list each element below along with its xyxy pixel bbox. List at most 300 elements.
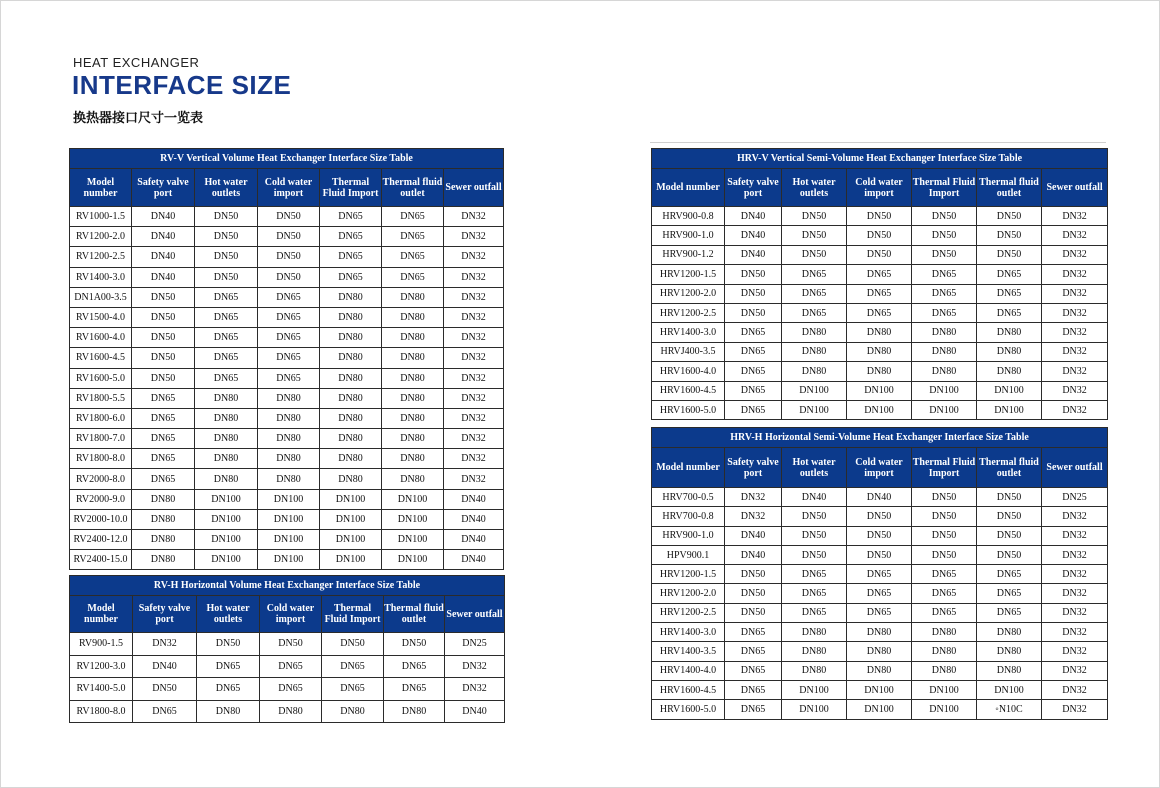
size-cell: DN40: [445, 700, 505, 723]
column-header: Safety valve port: [725, 169, 782, 207]
size-cell: DN80: [320, 449, 382, 469]
size-cell: DN65: [977, 265, 1042, 284]
model-cell: RV1200-2.0: [70, 227, 132, 247]
size-cell: DN65: [197, 678, 260, 701]
model-cell: RV1400-5.0: [70, 678, 133, 701]
size-cell: DN32: [1042, 507, 1108, 526]
size-cell: DN100: [912, 381, 977, 400]
size-cell: DN80: [132, 530, 195, 550]
model-cell: RV1800-6.0: [70, 408, 132, 428]
size-cell: DN80: [320, 328, 382, 348]
column-header: Sewer outfall: [445, 596, 505, 633]
size-cell: DN65: [977, 584, 1042, 603]
size-cell: DN100: [382, 489, 444, 509]
size-cell: DN32: [1042, 642, 1108, 661]
size-cell: DN80: [260, 700, 322, 723]
size-cell: DN65: [195, 328, 258, 348]
size-cell: DN65: [782, 284, 847, 303]
size-cell: DN50: [912, 207, 977, 226]
size-cell: DN40: [132, 227, 195, 247]
size-cell: DN32: [1042, 245, 1108, 264]
table-row: [652, 245, 1108, 264]
size-cell: DN80: [384, 700, 445, 723]
size-cell: DN50: [977, 526, 1042, 545]
size-cell: DN80: [258, 388, 320, 408]
model-cell: HRV1600-4.5: [652, 680, 725, 699]
size-cell: DN32: [1042, 226, 1108, 245]
size-cell: DN50: [782, 245, 847, 264]
size-cell: DN50: [847, 207, 912, 226]
size-cell: DN65: [258, 348, 320, 368]
size-cell: DN32: [444, 207, 504, 227]
table-row: [652, 342, 1108, 361]
size-cell: DN32: [1042, 400, 1108, 419]
model-cell: RV1000-1.5: [70, 207, 132, 227]
table-row: [70, 368, 504, 388]
size-cell: DN65: [912, 584, 977, 603]
size-cell: DN80: [382, 408, 444, 428]
size-cell: DN50: [132, 368, 195, 388]
size-cell: DN65: [258, 328, 320, 348]
size-cell: DN40: [725, 545, 782, 564]
size-cell: DN80: [382, 388, 444, 408]
table-row: [652, 507, 1108, 526]
size-cell: DN80: [912, 342, 977, 361]
size-cell: DN40: [725, 526, 782, 545]
size-cell: DN80: [977, 661, 1042, 680]
size-cell: DN50: [725, 565, 782, 584]
size-cell: DN65: [320, 227, 382, 247]
size-cell: DN50: [782, 526, 847, 545]
size-cell: DN40: [847, 488, 912, 507]
size-cell: DN65: [132, 388, 195, 408]
size-cell: DN32: [444, 287, 504, 307]
column-header: Sewer outfall: [1042, 448, 1108, 488]
size-cell: DN100: [847, 700, 912, 719]
column-header: Hot water outlets: [197, 596, 260, 633]
size-cell: DN80: [320, 429, 382, 449]
column-header: Sewer outfall: [1042, 169, 1108, 207]
size-cell: DN50: [912, 545, 977, 564]
size-cell: DN80: [258, 469, 320, 489]
rv-h-table: [69, 575, 505, 723]
rv-v-table: [69, 148, 504, 570]
size-cell: DN50: [132, 348, 195, 368]
size-cell: DN80: [132, 489, 195, 509]
size-cell: DN32: [1042, 323, 1108, 342]
model-cell: RV1600-5.0: [70, 368, 132, 388]
size-cell: DN32: [444, 328, 504, 348]
size-cell: DN65: [977, 284, 1042, 303]
table-row: [652, 284, 1108, 303]
size-cell: DN100: [977, 381, 1042, 400]
size-cell: DN50: [782, 545, 847, 564]
divider: [650, 142, 1106, 143]
size-cell: DN50: [725, 584, 782, 603]
size-cell: DN65: [847, 603, 912, 622]
column-header: Thermal fluid outlet: [977, 169, 1042, 207]
table-row: [652, 642, 1108, 661]
size-cell: DN65: [382, 247, 444, 267]
size-cell: DN80: [320, 348, 382, 368]
table-caption: HRV-H Horizontal Semi-Volume Heat Exchanger Interface Size Table: [652, 428, 1108, 448]
size-cell: DN32: [444, 469, 504, 489]
table-row: [70, 429, 504, 449]
size-cell: DN50: [195, 227, 258, 247]
model-cell: RV1800-8.0: [70, 449, 132, 469]
size-cell: DN50: [912, 526, 977, 545]
column-header: Sewer outfall: [444, 169, 504, 207]
size-cell: DN100: [847, 381, 912, 400]
size-cell: DN80: [322, 700, 384, 723]
table-row: [652, 603, 1108, 622]
size-cell: DN50: [195, 247, 258, 267]
size-cell: DN80: [382, 307, 444, 327]
size-cell: DN80: [912, 362, 977, 381]
size-cell: DN50: [384, 633, 445, 656]
column-header: Cold water import: [847, 448, 912, 488]
size-cell: DN100: [977, 680, 1042, 699]
size-cell: DN65: [847, 284, 912, 303]
size-cell: DN65: [725, 381, 782, 400]
size-cell: DN32: [444, 307, 504, 327]
size-cell: DN65: [382, 207, 444, 227]
size-cell: DN50: [258, 227, 320, 247]
table-row: [70, 655, 505, 678]
table-row: [652, 545, 1108, 564]
size-cell: DN80: [382, 287, 444, 307]
size-cell: DN50: [132, 307, 195, 327]
model-cell: HRV1200-2.5: [652, 303, 725, 322]
size-cell: DN50: [725, 284, 782, 303]
model-cell: HRV700-0.5: [652, 488, 725, 507]
size-cell: DN80: [320, 368, 382, 388]
size-cell: DN32: [445, 655, 505, 678]
size-cell: DN65: [260, 678, 322, 701]
size-cell: DN40: [444, 530, 504, 550]
size-cell: DN32: [1042, 265, 1108, 284]
size-cell: DN32: [1042, 623, 1108, 642]
size-cell: DN100: [382, 530, 444, 550]
size-cell: DN32: [1042, 381, 1108, 400]
table-row: [70, 227, 504, 247]
table-row: [70, 287, 504, 307]
size-cell: DN40: [725, 207, 782, 226]
size-cell: DN32: [444, 429, 504, 449]
size-cell: DN80: [320, 307, 382, 327]
size-cell: DN65: [320, 207, 382, 227]
size-cell: DN65: [132, 469, 195, 489]
size-cell: DN50: [912, 488, 977, 507]
size-cell: DN80: [977, 342, 1042, 361]
size-cell: DN32: [1042, 284, 1108, 303]
size-cell: DN80: [847, 661, 912, 680]
model-cell: HPV900.1: [652, 545, 725, 564]
table-row: [70, 550, 504, 570]
model-cell: HRV1400-3.5: [652, 642, 725, 661]
size-cell: DN32: [1042, 603, 1108, 622]
size-cell: DN80: [912, 642, 977, 661]
size-cell: DN40: [782, 488, 847, 507]
size-cell: DN100: [912, 700, 977, 719]
size-cell: DN80: [382, 469, 444, 489]
table-row: [652, 680, 1108, 699]
table-row: [652, 303, 1108, 322]
size-cell: DN65: [384, 655, 445, 678]
size-cell: DN65: [782, 303, 847, 322]
hrv-h-table: [651, 427, 1108, 720]
size-cell: DN50: [258, 207, 320, 227]
size-cell: DN65: [912, 565, 977, 584]
model-cell: HRV1400-3.0: [652, 623, 725, 642]
column-header: Thermal fluid outlet: [384, 596, 445, 633]
column-header: Thermal Fluid Import: [912, 169, 977, 207]
size-cell: DN50: [322, 633, 384, 656]
size-cell: DN100: [195, 489, 258, 509]
table-caption: RV-H Horizontal Volume Heat Exchanger Interface Size Table: [70, 576, 505, 596]
size-cell: DN50: [912, 226, 977, 245]
model-cell: RV1200-3.0: [70, 655, 133, 678]
column-header: Thermal Fluid Import: [912, 448, 977, 488]
model-cell: DN1A00-3.5: [70, 287, 132, 307]
table-row: [652, 226, 1108, 245]
table-row: [652, 700, 1108, 719]
size-cell: DN80: [847, 623, 912, 642]
size-cell: DN100: [320, 509, 382, 529]
table-row: [70, 247, 504, 267]
size-cell: DN100: [258, 550, 320, 570]
size-cell: DN40: [444, 509, 504, 529]
size-cell: DN40: [444, 489, 504, 509]
size-cell: DN32: [1042, 526, 1108, 545]
model-cell: RV1800-5.5: [70, 388, 132, 408]
size-cell: DN40: [132, 207, 195, 227]
size-cell: DN80: [382, 429, 444, 449]
size-cell: DN50: [847, 526, 912, 545]
size-cell: DN40: [444, 550, 504, 570]
size-cell: DN65: [195, 307, 258, 327]
table-row: [70, 469, 504, 489]
column-header: Safety valve port: [725, 448, 782, 488]
column-header: Model number: [652, 169, 725, 207]
size-cell: DN50: [977, 545, 1042, 564]
size-cell: DN80: [195, 408, 258, 428]
size-cell: DN65: [725, 623, 782, 642]
table-row: [652, 323, 1108, 342]
model-cell: HRV1400-3.0: [652, 323, 725, 342]
size-cell: DN65: [197, 655, 260, 678]
table-row: [652, 526, 1108, 545]
size-cell: DN80: [320, 469, 382, 489]
size-cell: DN80: [912, 323, 977, 342]
size-cell: DN80: [782, 342, 847, 361]
size-cell: DN80: [912, 661, 977, 680]
size-cell: DN80: [320, 388, 382, 408]
size-cell: DN100: [320, 489, 382, 509]
table-row: [70, 449, 504, 469]
model-cell: HRV1600-5.0: [652, 400, 725, 419]
model-cell: HRV1200-2.0: [652, 584, 725, 603]
size-cell: DN65: [977, 565, 1042, 584]
size-cell: DN80: [320, 287, 382, 307]
size-cell: DN100: [382, 509, 444, 529]
table-row: [652, 488, 1108, 507]
size-cell: DN65: [725, 342, 782, 361]
size-cell: DN50: [132, 287, 195, 307]
model-cell: HRV1200-1.5: [652, 265, 725, 284]
size-cell: DN50: [132, 328, 195, 348]
size-cell: DN65: [782, 603, 847, 622]
table-row: [652, 565, 1108, 584]
model-cell: HRVJ400-3.5: [652, 342, 725, 361]
size-cell: DN65: [133, 700, 197, 723]
size-cell: DN65: [322, 655, 384, 678]
size-cell: DN65: [195, 348, 258, 368]
size-cell: DN80: [382, 328, 444, 348]
model-cell: HRV700-0.8: [652, 507, 725, 526]
size-cell: DN32: [444, 449, 504, 469]
size-cell: DN50: [977, 245, 1042, 264]
table-row: [652, 381, 1108, 400]
size-cell: DN100: [782, 700, 847, 719]
size-cell: DN100: [782, 381, 847, 400]
column-header: Cold water import: [847, 169, 912, 207]
size-cell: DN80: [782, 642, 847, 661]
column-header: Thermal Fluid Import: [320, 169, 382, 207]
size-cell: DN100: [258, 509, 320, 529]
model-cell: RV1400-3.0: [70, 267, 132, 287]
size-cell: DN65: [725, 700, 782, 719]
size-cell: DN100: [847, 400, 912, 419]
column-header: Cold water import: [260, 596, 322, 633]
size-cell: DN50: [260, 633, 322, 656]
size-cell: DN50: [258, 267, 320, 287]
model-cell: HRV900-1.0: [652, 526, 725, 545]
size-cell: DN80: [977, 323, 1042, 342]
size-cell: DN50: [725, 603, 782, 622]
table-row: [652, 623, 1108, 642]
size-cell: DN100: [977, 400, 1042, 419]
size-cell: DN80: [258, 408, 320, 428]
size-cell: DN65: [725, 362, 782, 381]
size-cell: DN80: [132, 509, 195, 529]
size-cell: DN80: [197, 700, 260, 723]
size-cell: DN100: [195, 550, 258, 570]
size-cell: DN32: [1042, 207, 1108, 226]
size-cell: DN50: [912, 507, 977, 526]
size-cell: DN80: [195, 469, 258, 489]
size-cell: DN50: [977, 226, 1042, 245]
table-row: [652, 584, 1108, 603]
size-cell: DN100: [320, 530, 382, 550]
size-cell: DN80: [195, 429, 258, 449]
column-header: Cold water import: [258, 169, 320, 207]
column-header: Model number: [70, 169, 132, 207]
table-row: [70, 489, 504, 509]
size-cell: DN80: [847, 642, 912, 661]
size-cell: DN65: [258, 368, 320, 388]
model-cell: HRV1400-4.0: [652, 661, 725, 680]
size-cell: DN100: [258, 489, 320, 509]
size-cell: DN65: [782, 565, 847, 584]
table-row: [70, 388, 504, 408]
size-cell: DN80: [977, 362, 1042, 381]
model-cell: RV1800-7.0: [70, 429, 132, 449]
table-row: [70, 207, 504, 227]
size-cell: DN50: [782, 507, 847, 526]
size-cell: DN65: [384, 678, 445, 701]
size-cell: DN32: [1042, 700, 1108, 719]
table-row: [652, 265, 1108, 284]
model-cell: RV1600-4.5: [70, 348, 132, 368]
size-cell: DN32: [725, 488, 782, 507]
size-cell: DN50: [977, 207, 1042, 226]
table-row: [70, 678, 505, 701]
size-cell: DN32: [444, 227, 504, 247]
table-row: [652, 400, 1108, 419]
size-cell: DN50: [977, 507, 1042, 526]
table-row: [70, 328, 504, 348]
size-cell: DN65: [195, 368, 258, 388]
page-title: INTERFACE SIZE: [72, 70, 292, 100]
model-cell: HRV1200-2.5: [652, 603, 725, 622]
size-cell: DN65: [132, 449, 195, 469]
model-cell: RV900-1.5: [70, 633, 133, 656]
size-cell: DN50: [725, 303, 782, 322]
size-cell: DN65: [977, 603, 1042, 622]
size-cell: DN80: [195, 449, 258, 469]
table-caption: HRV-V Vertical Semi-Volume Heat Exchanger Interface Size Table: [652, 149, 1108, 169]
size-cell: DN50: [847, 226, 912, 245]
size-cell: DN40: [725, 226, 782, 245]
size-cell: DN100: [912, 400, 977, 419]
size-cell: DN65: [725, 661, 782, 680]
size-cell: DN50: [197, 633, 260, 656]
column-header: Safety valve port: [132, 169, 195, 207]
size-cell: DN100: [195, 530, 258, 550]
size-cell: DN65: [260, 655, 322, 678]
size-cell: DN40: [133, 655, 197, 678]
size-cell: DN65: [912, 284, 977, 303]
size-cell: DN65: [725, 642, 782, 661]
size-cell: DN65: [258, 307, 320, 327]
size-cell: DN100: [258, 530, 320, 550]
table-row: [70, 307, 504, 327]
size-cell: DN65: [725, 680, 782, 699]
table-caption: RV-V Vertical Volume Heat Exchanger Interface Size Table: [70, 149, 504, 169]
table-row: [70, 348, 504, 368]
size-cell: DN65: [912, 603, 977, 622]
size-cell: DN32: [444, 247, 504, 267]
size-cell: DN80: [782, 323, 847, 342]
table-row: [70, 408, 504, 428]
model-cell: HRV900-1.2: [652, 245, 725, 264]
table-row: [70, 633, 505, 656]
size-cell: DN100: [382, 550, 444, 570]
table-row: [652, 661, 1108, 680]
size-cell: DN40: [132, 267, 195, 287]
size-cell: DN80: [782, 661, 847, 680]
model-cell: RV1200-2.5: [70, 247, 132, 267]
size-cell: DN50: [847, 245, 912, 264]
size-cell: DN80: [382, 368, 444, 388]
table-row: [70, 267, 504, 287]
model-cell: RV2000-8.0: [70, 469, 132, 489]
table-row: [70, 509, 504, 529]
column-header: Hot water outlets: [782, 448, 847, 488]
size-cell: DN100: [912, 680, 977, 699]
model-cell: RV2400-12.0: [70, 530, 132, 550]
